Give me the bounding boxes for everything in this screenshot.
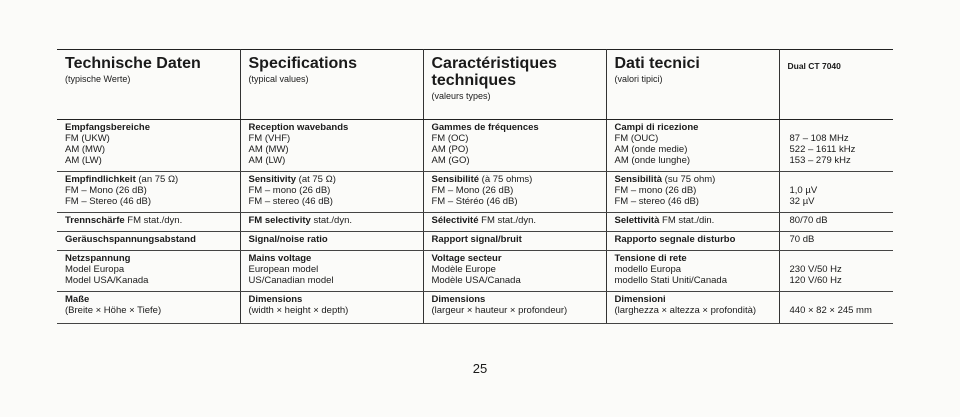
italian-subtitle: (valori tipici): [614, 74, 663, 84]
cell-mains-en: [240, 251, 423, 292]
english-title: Specifications: [248, 55, 357, 72]
sensitivity-de-line: FM – Mono (26 dB): [65, 185, 147, 196]
wavebands-de-label: Empfangsbereiche: [65, 122, 150, 133]
header-row: [57, 50, 893, 120]
sensitivity-de-line: FM – Stereo (46 dB): [65, 196, 152, 207]
sensitivity-de-suffix: (an 75 Ω): [135, 174, 179, 185]
dimensions-de-line: (Breite × Höhe × Tiefe): [65, 305, 162, 316]
sensitivity-it-line: FM – mono (26 dB): [614, 185, 697, 196]
french-title: Caractéristiques techniques: [431, 55, 557, 89]
german-subtitle: (typische Werte): [65, 74, 131, 84]
wavebands-en-line: AM (MW): [248, 144, 289, 155]
cell-sensitivity-it: [606, 172, 779, 213]
sensitivity-value: 32 µV: [789, 196, 815, 207]
mains-en-line: US/Canadian model: [248, 275, 334, 286]
cell-snr-it: [606, 232, 779, 251]
wavebands-de-line: FM (UKW): [65, 133, 110, 144]
header-french: [423, 50, 606, 120]
wavebands-it-line: AM (onde medie): [614, 144, 688, 155]
cell-dimensions-value: [779, 292, 893, 324]
sensitivity-en-suffix: (at 75 Ω): [296, 174, 336, 185]
sensitivity-de-label: Empfindlichkeit: [65, 174, 136, 185]
wavebands-en-line: FM (VHF): [248, 133, 291, 144]
dimensions-fr-line: (largeur × hauteur × profondeur): [431, 305, 568, 316]
cell-selectivity-value: [779, 213, 893, 232]
cell-selectivity-de: [57, 213, 240, 232]
dimensions-value: 440 × 82 × 245 mm: [789, 305, 872, 316]
wavebands-en-label: Reception wavebands: [248, 122, 349, 133]
cell-sensitivity-en: [240, 172, 423, 213]
cell-mains-it: [606, 251, 779, 292]
wavebands-de-line: AM (LW): [65, 155, 102, 166]
header-german: [57, 50, 240, 120]
spacer: [790, 294, 888, 305]
cell-dimensions-de: [57, 292, 240, 324]
spacer: [790, 253, 888, 264]
sensitivity-fr-line: FM – Mono (26 dB): [431, 185, 514, 196]
specifications-table: [57, 49, 893, 324]
header-english: [240, 50, 423, 120]
selectivity-it-suffix: FM stat./din.: [659, 215, 715, 226]
mains-it-line: modello Europa: [614, 264, 682, 275]
wavebands-fr-line: AM (GO): [431, 155, 470, 166]
cell-dimensions-it: [606, 292, 779, 324]
row-sensitivity: [57, 172, 893, 213]
selectivity-de-label: Trennschärfe: [65, 215, 125, 226]
wavebands-value: 153 – 279 kHz: [789, 155, 851, 166]
sensitivity-fr-line: FM – Stéréo (46 dB): [431, 196, 518, 207]
snr-de-label: Geräuschspannungsabstand: [65, 234, 196, 245]
sensitivity-fr-label: Sensibilité: [431, 174, 480, 185]
wavebands-it-line: FM (OUC): [614, 133, 659, 144]
dimensions-it-label: Dimensioni: [614, 294, 666, 305]
cell-wavebands-en: [240, 120, 423, 172]
selectivity-fr-suffix: FM stat./dyn.: [478, 215, 537, 226]
mains-value: 230 V/50 Hz: [789, 264, 842, 275]
italian-title: Dati tecnici: [614, 55, 700, 72]
cell-selectivity-en: [240, 213, 423, 232]
snr-it-label: Rapporto segnale disturbo: [614, 234, 736, 245]
sensitivity-it-suffix: (su 75 ohm): [662, 174, 716, 185]
wavebands-it-line: AM (onde lunghe): [614, 155, 691, 166]
cell-wavebands-fr: [423, 120, 606, 172]
mains-it-line: modello Stati Uniti/Canada: [614, 275, 727, 286]
sensitivity-fr-suffix: (à 75 ohms): [479, 174, 533, 185]
spacer: [790, 122, 888, 133]
cell-wavebands-values: [779, 120, 893, 172]
mains-en-label: Mains voltage: [248, 253, 312, 264]
wavebands-fr-line: AM (PO): [431, 144, 469, 155]
cell-wavebands-de: [57, 120, 240, 172]
mains-value: 120 V/60 Hz: [789, 275, 842, 286]
wavebands-en-line: AM (LW): [248, 155, 286, 166]
dimensions-fr-label: Dimensions: [431, 294, 486, 305]
cell-mains-de: [57, 251, 240, 292]
sensitivity-en-line: FM – stereo (46 dB): [248, 196, 333, 207]
sensitivity-en-label: Sensitivity: [248, 174, 297, 185]
selectivity-fr-label: Sélectivité: [431, 215, 479, 226]
row-signal-noise: [57, 232, 893, 251]
cell-snr-value: [779, 232, 893, 251]
french-subtitle: (valeurs types): [431, 91, 491, 101]
mains-fr-line: Modèle USA/Canada: [431, 275, 521, 286]
wavebands-it-label: Campi di ricezione: [614, 122, 699, 133]
spacer: [790, 174, 888, 185]
cell-dimensions-fr: [423, 292, 606, 324]
cell-snr-de: [57, 232, 240, 251]
cell-sensitivity-de: [57, 172, 240, 213]
mains-fr-line: Modèle Europe: [431, 264, 496, 275]
cell-mains-values: [779, 251, 893, 292]
mains-de-line: Model USA/Kanada: [65, 275, 149, 286]
row-dimensions: [57, 292, 893, 324]
selectivity-de-suffix: FM stat./dyn.: [124, 215, 183, 226]
page-number: 25: [472, 361, 488, 376]
wavebands-de-line: AM (MW): [65, 144, 106, 155]
sensitivity-it-line: FM – stereo (46 dB): [614, 196, 699, 207]
mains-de-line: Model Europa: [65, 264, 125, 275]
dimensions-it-line: (larghezza × altezza × profondità): [614, 305, 757, 316]
row-wavebands: [57, 120, 893, 172]
cell-sensitivity-fr: [423, 172, 606, 213]
cell-snr-en: [240, 232, 423, 251]
selectivity-en-label: FM selectivity: [248, 215, 311, 226]
mains-en-line: European model: [248, 264, 319, 275]
row-selectivity: [57, 213, 893, 232]
german-title: Technische Daten: [65, 55, 201, 72]
cell-sensitivity-values: [779, 172, 893, 213]
wavebands-fr-line: FM (OC): [431, 133, 469, 144]
snr-fr-label: Rapport signal/bruit: [431, 234, 522, 245]
wavebands-fr-label: Gammes de fréquences: [431, 122, 539, 133]
wavebands-value: 87 – 108 MHz: [789, 133, 849, 144]
header-model: [779, 50, 893, 120]
sensitivity-value: 1,0 µV: [789, 185, 818, 196]
sensitivity-it-label: Sensibilità: [614, 174, 663, 185]
cell-selectivity-fr: [423, 213, 606, 232]
row-mains-voltage: [57, 251, 893, 292]
cell-snr-fr: [423, 232, 606, 251]
header-italian: [606, 50, 779, 120]
english-subtitle: (typical values): [248, 74, 309, 84]
mains-fr-label: Voltage secteur: [431, 253, 502, 264]
dimensions-en-label: Dimensions: [248, 294, 303, 305]
wavebands-value: 522 – 1611 kHz: [789, 144, 856, 155]
dimensions-en-line: (width × height × depth): [248, 305, 349, 316]
cell-mains-fr: [423, 251, 606, 292]
cell-dimensions-en: [240, 292, 423, 324]
cell-wavebands-it: [606, 120, 779, 172]
mains-de-label: Netzspannung: [65, 253, 131, 264]
snr-en-label: Signal/noise ratio: [248, 234, 328, 245]
mains-it-label: Tensione di rete: [614, 253, 687, 264]
selectivity-en-suffix: stat./dyn.: [310, 215, 352, 226]
sensitivity-en-line: FM – mono (26 dB): [248, 185, 331, 196]
model-name: Dual CT 7040: [787, 61, 841, 71]
selectivity-it-label: Selettività: [614, 215, 660, 226]
snr-value: 70 dB: [789, 234, 815, 245]
dimensions-de-label: Maße: [65, 294, 90, 305]
cell-selectivity-it: [606, 213, 779, 232]
selectivity-value: 80/70 dB: [789, 215, 828, 226]
